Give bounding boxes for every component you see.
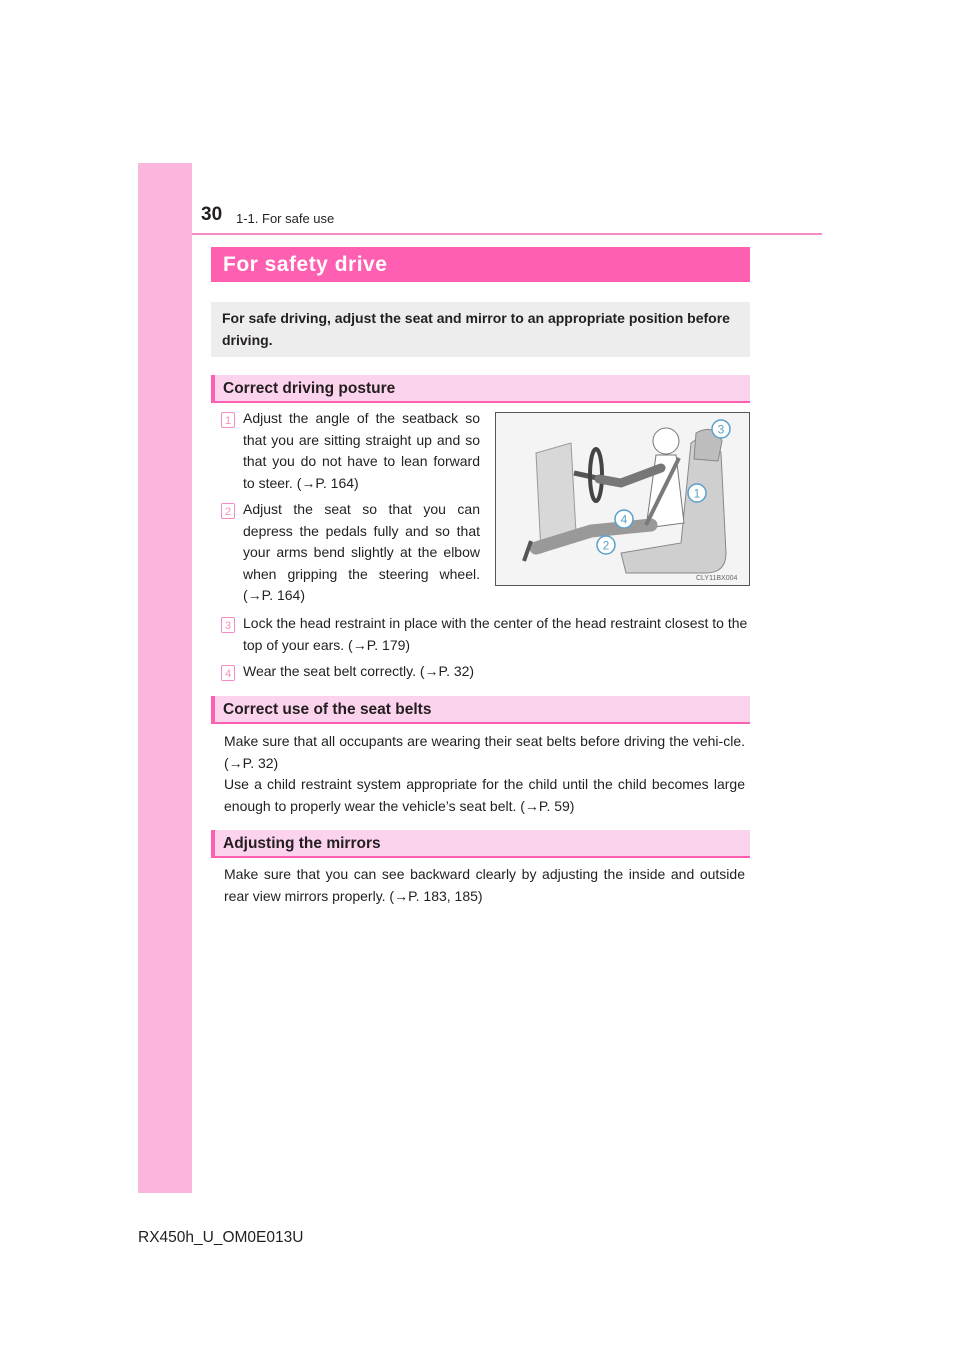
step-text-1: Adjust the angle of the seatback so that you are sitting straight up and so that you do not have to lean forward to steer. (→P. 164) — [243, 410, 480, 491]
seatbelts-paragraph-1: Make sure that all occupants are wearing their seat belts before driving the vehi-cle. (→P. 32) — [224, 733, 745, 771]
seat-diagram — [496, 413, 749, 585]
page-number: 30 — [201, 204, 223, 225]
driver-head — [653, 428, 679, 454]
callout-3-icon — [712, 420, 730, 438]
step-text-4: Wear the seat belt correctly. (→P. 32) — [243, 663, 475, 679]
section-heading-mirrors: Adjusting the mirrors — [211, 830, 750, 858]
callout-2-icon — [597, 536, 615, 554]
step-badge-4: 4 — [221, 665, 235, 681]
driving-posture-illustration — [495, 412, 750, 586]
seatbelts-paragraph-2: Use a child restraint system appropriate for the child until the child becomes large enough to properly wear the vehicle’s seat belt. (→P. 59) — [224, 776, 745, 814]
chapter-title: 1-1. For safe use — [236, 211, 335, 226]
svg-text:3: 3 — [717, 422, 725, 437]
callout-1-icon — [688, 484, 706, 502]
svg-text:2: 2 — [602, 538, 610, 553]
section-heading-seatbelts: Correct use of the seat belts — [211, 696, 750, 724]
header-divider — [192, 233, 822, 235]
section-heading-posture: Correct driving posture — [211, 375, 750, 403]
svg-text:4: 4 — [620, 512, 628, 527]
callout-4-icon — [615, 510, 633, 528]
step-badge-2: 2 — [221, 503, 235, 519]
figure-code: CLY11BX004 — [696, 575, 738, 582]
document-code-footer: RX450h_U_OM0E013U — [138, 1229, 304, 1246]
step-text-2: Adjust the seat so that you can depress the pedals fully and so that your arms bend slightly at the elbow when gripping the steering wheel. (→P. 164) — [243, 501, 480, 603]
step-text-3: Lock the head restraint in place with the center of the head restraint closest to the top of your ears. (→P. 179) — [243, 615, 748, 653]
page-title: For safety drive — [211, 247, 750, 282]
svg-text:1: 1 — [693, 486, 701, 501]
chapter-sidebar-tab — [138, 163, 192, 1193]
step-badge-1: 1 — [221, 412, 235, 428]
intro-box: For safe driving, adjust the seat and mirror to an appropriate position before driving. — [211, 302, 750, 357]
mirrors-paragraph: Make sure that you can see backward clearly by adjusting the inside and outside rear view mirrors properly. (→P. 183, 185) — [224, 866, 745, 904]
step-badge-3: 3 — [221, 617, 235, 633]
